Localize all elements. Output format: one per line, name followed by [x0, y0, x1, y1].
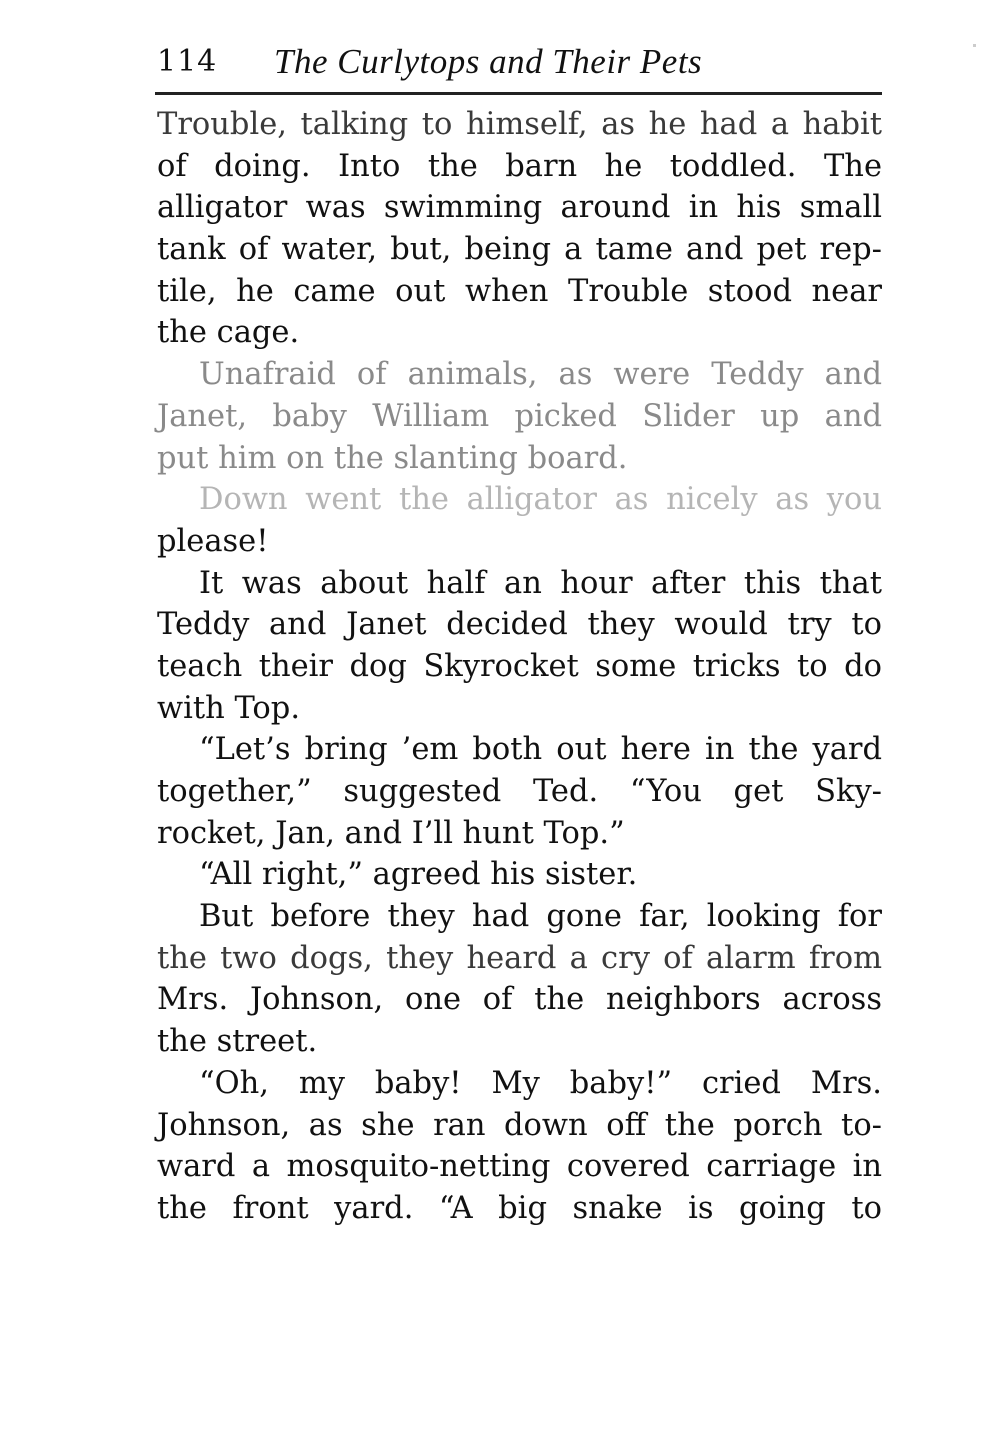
text-line: the front yard. “A big snake is going to — [157, 1190, 882, 1226]
text-line: Mrs. Johnson, one of the neighbors across — [157, 982, 882, 1018]
text-line: “Let’s bring ’em both out here in the yard — [199, 732, 882, 768]
text-line: please! — [157, 523, 269, 559]
running-head — [157, 38, 882, 88]
page-number: 114 — [157, 44, 218, 79]
text-line: the two dogs, they heard a cry of alarm from — [157, 940, 882, 976]
text-line: ward a mosquito-netting covered carriage in — [157, 1149, 882, 1185]
text-line: together,” suggested Ted. “You get Sky- — [157, 774, 882, 809]
text-line: with Top. — [157, 690, 301, 726]
text-line: Unafraid of animals, as were Teddy and — [199, 357, 882, 393]
scan-speck — [973, 44, 976, 47]
text-line: “Oh, my baby! My baby!” cried Mrs. — [199, 1065, 882, 1101]
text-line: Down went the alligator as nicely as you — [199, 482, 882, 518]
text-line: teach their dog Skyrocket some tricks to do — [157, 648, 882, 684]
text-line: the street. — [157, 1024, 318, 1060]
text-line: alligator was swimming around in his small — [157, 190, 882, 226]
text-line: rocket, Jan, and I’ll hunt Top.” — [157, 815, 625, 851]
text-line: the cage. — [157, 315, 300, 351]
text-line: put him on the slanting board. — [157, 440, 628, 476]
body-text — [157, 104, 882, 1230]
text-line: tile, he came out when Trouble stood near — [157, 273, 882, 309]
text-line: Trouble, talking to himself, as he had a habit — [157, 107, 882, 142]
book-title: The Curlytops and Their Pets — [274, 42, 703, 81]
text-line: of doing. Into the barn he toddled. The — [157, 148, 882, 184]
text-line: tank of water, but, being a tame and pet rep- — [157, 232, 882, 268]
text-line: It was about half an hour after this that — [199, 565, 882, 601]
text-line: Johnson, as she ran down off the porch to- — [157, 1107, 882, 1143]
text-line: But before they had gone far, looking for — [199, 899, 882, 935]
text-line: “All right,” agreed his sister. — [199, 857, 638, 893]
header-rule — [155, 92, 882, 95]
text-line: Teddy and Janet decided they would try to — [157, 607, 882, 643]
text-line: Janet, baby William picked Slider up and — [157, 398, 882, 434]
